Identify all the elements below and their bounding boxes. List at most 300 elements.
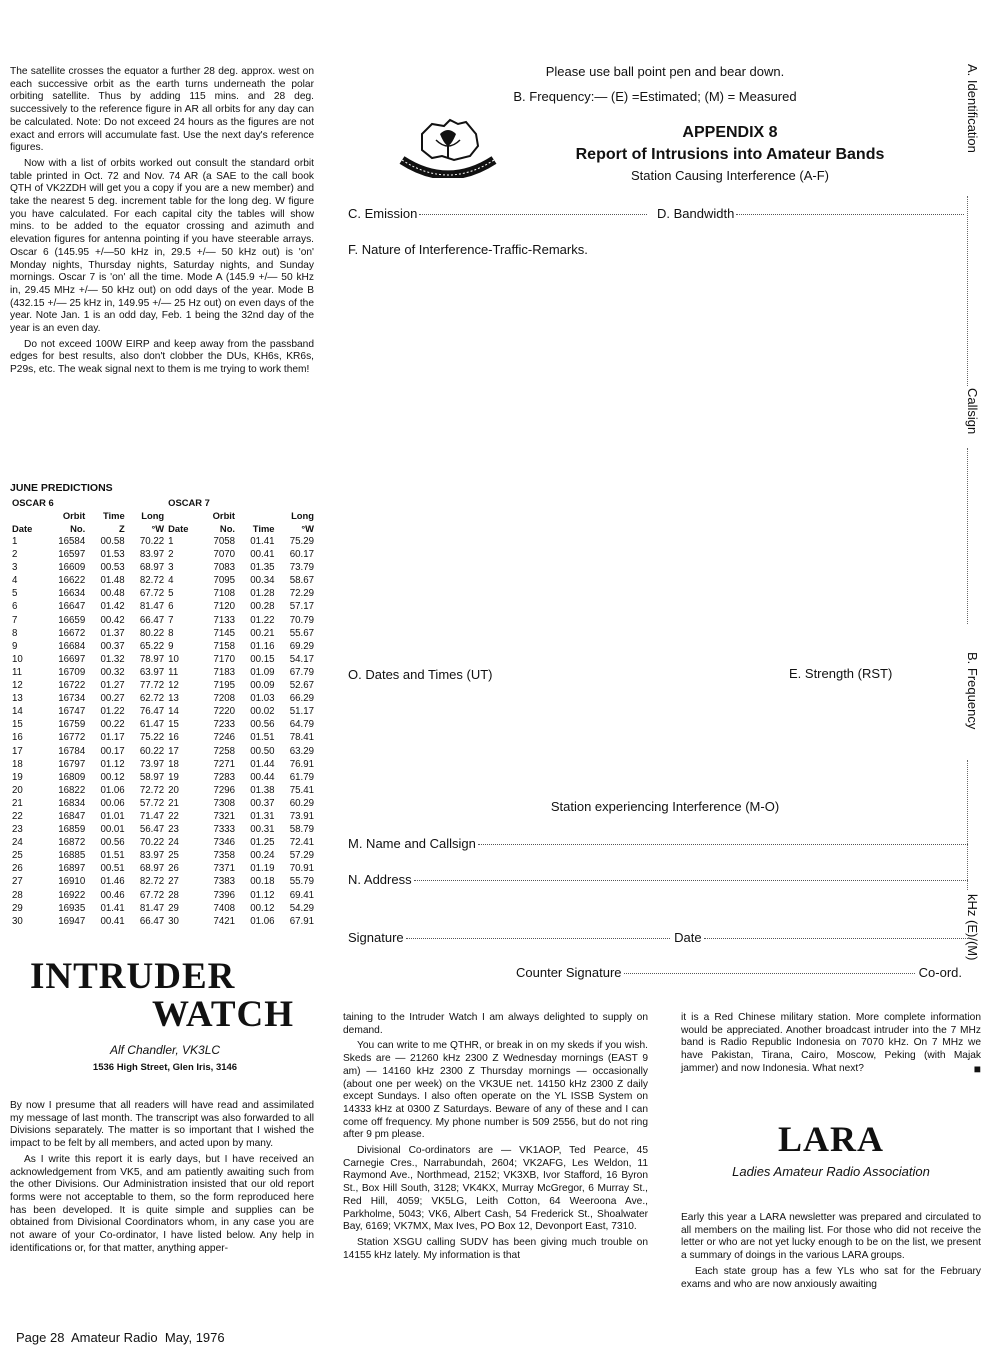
table-cell: 81.47 (139, 902, 165, 914)
table-cell: 8 (168, 627, 174, 639)
table-cell: 11 (12, 666, 23, 678)
table-cell: 16672 (58, 627, 86, 639)
table-row (10, 640, 316, 653)
table-cell: 30 (168, 915, 179, 927)
table-cell: 00.21 (250, 627, 275, 639)
table-cell: 7 (12, 614, 18, 626)
table-cell: 10 (168, 653, 179, 665)
dates-label: O. Dates and Times (UT) (348, 667, 493, 682)
table-cell: 4 (168, 575, 174, 587)
table-cell: 75.29 (289, 536, 314, 547)
table-row (10, 810, 316, 823)
table-cell: 7133 (213, 614, 236, 626)
table-cell: 69.29 (289, 640, 314, 652)
table-cell: 7070 (213, 549, 236, 561)
table-cell: 13 (168, 693, 179, 705)
table-cell: 00.37 (250, 797, 275, 809)
table-cell: 58.67 (289, 575, 314, 587)
table-cell: 67.72 (139, 889, 165, 901)
form-subtitle: Station Causing Interference (A-F) (631, 168, 829, 183)
counter-signature-field[interactable] (624, 972, 915, 974)
date-label: Date (674, 930, 702, 945)
table-cell: 7396 (213, 889, 236, 901)
table-cell: 7258 (213, 745, 236, 757)
table-cell: 00.17 (100, 745, 125, 757)
table-cell: 16910 (58, 876, 86, 888)
table-row (10, 902, 316, 915)
table-cell: 16935 (58, 902, 86, 914)
address-row (348, 872, 972, 887)
nature-label: F. Nature of Interference-Traffic-Remarks. (348, 242, 588, 257)
table-cell: 75.22 (139, 732, 165, 744)
table-row (10, 875, 316, 888)
table-cell: 25 (168, 850, 179, 862)
header-no: No. (70, 523, 86, 534)
table-row (10, 587, 316, 600)
form-instruction-1: Please use ball point pen and bear down. (545, 64, 785, 79)
table-cell: 00.51 (100, 863, 125, 875)
table-cell: 6 (168, 601, 174, 613)
table-row (10, 548, 316, 561)
table-cell: 00.44 (250, 771, 275, 783)
table-cell: 00.01 (100, 824, 125, 836)
table-cell: 16897 (58, 863, 86, 875)
form-instruction-2: B. Frequency:— (E) =Estimated; (M) = Measured (513, 89, 797, 104)
table-cell: 7220 (213, 706, 236, 718)
table-cell: 69.41 (289, 889, 314, 901)
header-long: Long (291, 510, 314, 521)
table-cell: 5 (12, 588, 18, 600)
table-cell: 00.48 (100, 588, 125, 600)
table-cell: 7195 (213, 680, 236, 692)
header-orbit: Orbit (212, 510, 236, 521)
table-cell: 76.91 (289, 758, 314, 770)
table-cell: 01.35 (250, 562, 275, 574)
table-cell: 22 (12, 810, 23, 822)
june-predictions (10, 482, 316, 928)
table-cell: 68.97 (139, 863, 165, 875)
paragraph: Now with a list of orbits worked out consult the standard orbit table printed in Oct. 72 and Nov. 74 AR (a SAE to the call book QTH of VK2ZDH will get you a copy if you are a new member) and take the nearest 5 deg. increment table for the long deg. W figure you have calculated. For each capital city the tables will show mins. to be added to the equator crossing and azimuth and elevation figures for antenna pointing if you have steerable arrays. Oscar 6 (145.95 +/—50 kHz in, 29.5 +/— 50 kHz out) is 'on' Monday nights, Thursday nights, Saturday nights, and Sunday mornings. Oscar 7 is 'on' all the time. Mode A (145.9 +/— 50 kHz in, 29.45 MHz +/— 50 kHz out) on odd days of the year. Mode B (432.15 +/— 25 kHz in, 149.95 +/— 25 Hz out) on even days of the year. Note Jan. 1 is an odd day, Feb. 1 being the 32nd day of the year is an even day. (10, 157, 314, 335)
table-cell: 17 (168, 745, 179, 757)
paragraph: Do not exceed 100W EIRP and keep away from the passband edges for best results, also don't clobber the DUs, KH6s, KR6s, P29s, etc. The weak signal next to them is me trying to work them! (10, 338, 314, 376)
table-cell: 78.41 (289, 732, 314, 744)
paragraph: As I write this report it is early days, but I have received an acknowledgement from VK5, and am patiently awaiting such from the other Divisions. Our Administration insisted that our old report forms were not acceptable to them, so the form reproduced here has been developed. It is quite simple and supplies can be obtained from Divisional Coordinators whom, in any case you are not aware of your Co-ordinator, I have listed below. Any help in identifications or, for that matter, anything apper- (10, 1153, 314, 1254)
table-row (10, 889, 316, 902)
header-w: °W (151, 523, 165, 534)
table-cell: 7321 (213, 810, 236, 822)
signature-row (348, 930, 972, 945)
table-cell: 9 (168, 640, 174, 652)
predictions-title: JUNE PREDICTIONS (10, 482, 113, 494)
paragraph: taining to the Intruder Watch I am always delighted to supply on demand. (343, 1012, 648, 1036)
side-frequency-label: B. Frequency (965, 652, 980, 730)
table-cell: 00.15 (250, 653, 275, 665)
table-cell: 1 (12, 536, 18, 547)
table-cell: 7383 (213, 876, 236, 888)
table-cell: 16922 (58, 889, 86, 901)
table-cell: 81.47 (139, 601, 165, 613)
header-date: Date (168, 523, 189, 534)
table-cell: 63.97 (139, 666, 165, 678)
header-time: Time (252, 523, 275, 534)
table-cell: 7058 (213, 536, 236, 547)
table-cell: 52.67 (289, 680, 314, 692)
table-cell: 01.12 (100, 758, 125, 770)
lara-subtitle: Ladies Amateur Radio Association (732, 1164, 930, 1179)
page-footer: Page 28 Amateur Radio May, 1976 (16, 1330, 225, 1345)
table-row (10, 797, 316, 810)
table-row (10, 915, 316, 928)
table-cell: 01.53 (100, 549, 125, 561)
paragraph: it is a Red Chinese military station. More complete information would be appreciated. Another broadcast intruder into the 7 MHz band is Radio Republic Indonesia on 7070 kHz. On 7 MHz we have Pakistan, Tirana, Cairo, Moscow, Peking (with Majak jammer) and now Indonesia. What next? (681, 1012, 981, 1074)
table-cell: 01.51 (250, 732, 275, 744)
table-cell: 00.32 (100, 666, 125, 678)
header-w: °W (301, 523, 314, 534)
side-khz-label: kHz (E)/(M) (965, 894, 980, 961)
table-cell: 66.29 (289, 693, 314, 705)
table-cell: 11 (168, 666, 179, 678)
table-cell: 7208 (213, 693, 236, 705)
table-cell: 78.97 (139, 653, 165, 665)
table-cell: 19 (168, 771, 179, 783)
table-cell: 01.06 (250, 915, 275, 927)
table-cell: 10 (12, 653, 23, 665)
table-cell: 16709 (58, 666, 86, 678)
table-cell: 7296 (213, 784, 236, 796)
table-cell: 19 (12, 771, 23, 783)
table-cell: 57.29 (289, 850, 314, 862)
table-cell: 73.91 (289, 810, 314, 822)
right-article (681, 1012, 981, 1079)
table-row (10, 823, 316, 836)
table-cell: 7333 (213, 824, 236, 836)
table-cell: 23 (12, 824, 23, 836)
table-cell: 7158 (213, 640, 236, 652)
table-cell: 16734 (58, 693, 86, 705)
paragraph: You can write to me QTHR, or break in on my skeds if you wish. Skeds are — 21260 kHz 2300 Z Wednesday mornings (EAST 9 am) — 14160 kHz 2300 Z Thursday mornings — occasionally (about one per week) on the VK3UE net. 14150 kHz 2300 Z daily except Sundays. I also often operate on the YL ISSB System on 14333 kHz at 0300 Z Saturdays. Beware of any of these and I can come off frequency. My phone number is 509 2556, but do not ring after 9 pm please. (343, 1040, 648, 1141)
table-cell: 55.67 (289, 627, 314, 639)
table-cell: 01.37 (100, 627, 125, 639)
table-row (10, 758, 316, 771)
table-cell: 54.17 (289, 653, 314, 665)
emission-row (348, 206, 968, 221)
table-cell: 01.41 (100, 902, 125, 914)
table-cell: 9 (12, 640, 18, 652)
paragraph: Divisional Co-ordinators are — VK1AOP, Ted Pearce, 45 Carnegie Cres., Narrabundah, 2604; VK2AFG, Les Weldon, 11 Raymond Ave., Northmead, 2152; VK3XB, Ivor Stafford, 16 Byron St., Box Hill South, 3128; VK4KX, Murray McGregor, 6 Murray St., Red Hill, 4059; VK5LG, Leith Cotton, 64 Weeroona Ave., Parkholme, 5043; VK6, Albert Cash, 54 Frederick St., Shoalwater Bay, 6169; VK7MX, Max Ives, PO Box 12, Devonport East, 7310. (343, 1145, 648, 1233)
table-cell: 77.72 (139, 680, 165, 692)
table-cell: 27 (12, 876, 23, 888)
coord-label: Co-ord. (918, 965, 962, 980)
table-cell: 00.28 (250, 601, 275, 613)
table-cell: 00.58 (100, 536, 125, 547)
table-cell: 00.27 (100, 693, 125, 705)
table-cell: 63.29 (289, 745, 314, 757)
table-cell: 1 (168, 536, 174, 547)
table-row (10, 614, 316, 627)
table-cell: 67.91 (289, 915, 314, 927)
table-cell: 00.37 (100, 640, 125, 652)
table-cell: 16772 (58, 732, 86, 744)
table-cell: 72.29 (289, 588, 314, 600)
table-cell: 22 (168, 810, 179, 822)
table-cell: 65.22 (139, 640, 165, 652)
table-cell: 00.18 (250, 876, 275, 888)
table-cell: 7083 (213, 562, 236, 574)
table-cell: 62.72 (139, 693, 165, 705)
table-cell: 00.56 (100, 837, 125, 849)
intruder-address: 1536 High Street, Glen Iris, 3146 (92, 1062, 238, 1073)
table-cell: 12 (12, 680, 23, 692)
table-row (10, 574, 316, 587)
table-cell: 67.72 (139, 588, 165, 600)
name-row (348, 836, 972, 851)
strength-label: E. Strength (RST) (789, 666, 893, 681)
table-cell: 01.17 (100, 732, 125, 744)
table-cell: 01.01 (100, 810, 125, 822)
header-date: Date (12, 523, 33, 534)
appendix-heading: APPENDIX 8 (682, 124, 778, 141)
table-cell: 55.79 (289, 876, 314, 888)
left-article (10, 66, 314, 380)
table-cell: 24 (168, 837, 179, 849)
signature-label: Signature (348, 930, 404, 945)
paragraph: Station XSGU calling SUDV has been giving much trouble on 14155 kHz lately. My information is that (343, 1236, 648, 1261)
table-cell: 56.47 (139, 824, 165, 836)
table-cell: 00.41 (100, 915, 125, 927)
callsign-field[interactable] (967, 448, 968, 624)
table-row (10, 784, 316, 797)
table-cell: 16584 (58, 536, 86, 547)
table-cell: 67.79 (289, 666, 314, 678)
table-cell: 16622 (58, 575, 86, 587)
date-field[interactable] (704, 937, 968, 939)
table-cell: 7233 (213, 719, 236, 731)
table-row (10, 705, 316, 718)
table-cell: 30 (12, 915, 23, 927)
table-cell: 01.31 (250, 810, 275, 822)
table-cell: 70.91 (289, 863, 314, 875)
table-cell: 20 (12, 784, 23, 796)
table-cell: 7095 (213, 575, 236, 587)
table-cell: 15 (168, 719, 179, 731)
table-cell: 18 (168, 758, 179, 770)
nature-field[interactable] (348, 262, 948, 652)
table-cell: 61.47 (139, 719, 165, 731)
table-cell: 21 (12, 797, 23, 809)
table-cell: 57.72 (139, 797, 165, 809)
table-cell: 7271 (213, 758, 236, 770)
table-cell: 16 (168, 732, 179, 744)
header-orbit: Orbit (62, 510, 86, 521)
table-cell: 66.47 (139, 614, 165, 626)
wia-logo-emblem (392, 112, 504, 178)
table-cell: 2 (12, 549, 18, 561)
table-cell: 14 (12, 706, 23, 718)
header-z: Z (118, 523, 125, 534)
oscar7-label: OSCAR 7 (168, 497, 210, 508)
table-row (10, 718, 316, 731)
table-cell: 70.22 (139, 837, 165, 849)
table-cell: 01.22 (100, 706, 125, 718)
table-cell: 25 (12, 850, 23, 862)
table-cell: 7246 (213, 732, 236, 744)
table-row (10, 600, 316, 613)
table-cell: 00.22 (100, 719, 125, 731)
counter-row (516, 965, 962, 980)
table-cell: 7170 (213, 653, 236, 665)
table-row (10, 561, 316, 574)
table-cell: 29 (168, 902, 179, 914)
table-cell: 4 (12, 575, 18, 587)
table-cell: 00.53 (100, 562, 125, 574)
table-cell: 83.97 (139, 850, 165, 862)
table-cell: 7371 (213, 863, 236, 875)
header-long: Long (141, 510, 165, 521)
bandwidth-label: D. Bandwidth (657, 206, 735, 221)
table-cell: 13 (12, 693, 23, 705)
table-cell: 23 (168, 824, 179, 836)
table-row (10, 849, 316, 862)
table-cell: 01.12 (250, 889, 275, 901)
address-label: N. Address (348, 872, 412, 887)
name-field[interactable] (478, 843, 968, 845)
table-cell: 7 (168, 614, 174, 626)
table-cell: 26 (12, 863, 23, 875)
table-cell: 6 (12, 601, 18, 613)
table-cell: 7108 (213, 588, 236, 600)
paragraph: By now I presume that all readers will have read and assimilated my message of last month. The transcript was also forwarded to all Divisions separately. The matter is so important that I wished the impact to be felt by all members, and acted upon by many. (10, 1100, 314, 1150)
table-cell: 16885 (58, 850, 86, 862)
table-cell: 00.34 (250, 575, 275, 587)
table-cell: 7421 (213, 915, 236, 927)
table-cell: 01.22 (250, 614, 275, 626)
wia-logo (392, 112, 504, 178)
table-cell: 3 (168, 562, 174, 574)
table-cell: 18 (12, 758, 23, 770)
table-cell: 00.12 (100, 771, 125, 783)
table-cell: 00.41 (250, 549, 275, 561)
intruder-title-line1: INTRUDER (30, 956, 236, 997)
table-row (10, 745, 316, 758)
table-cell: 72.41 (289, 837, 314, 849)
table-cell: 15 (12, 719, 23, 731)
table-cell: 16947 (58, 915, 86, 927)
table-cell: 82.72 (139, 575, 165, 587)
paragraph: The satellite crosses the equator a further 28 deg. approx. west on each successive orbit as the earth turns underneath the polar orbiting satellite. Thus by adding 115 mins. and 28 deg. successively to the reference figure in AR all orbits for any day can be calculated. Note: Do not exceed 24 hours as the figures are not exact and errors will accumulate fast. Use the next day's reference figures. (10, 66, 314, 154)
table-cell: 73.97 (139, 758, 165, 770)
emission-field[interactable] (419, 213, 647, 215)
table-cell: 01.32 (100, 653, 125, 665)
table-cell: 16697 (58, 653, 86, 665)
table-cell: 21 (168, 797, 179, 809)
table-cell: 75.41 (289, 784, 314, 796)
table-cell: 00.24 (250, 850, 275, 862)
experiencing-heading: Station experiencing Interference (M-O) (550, 799, 780, 814)
emission-label: C. Emission (348, 206, 418, 221)
table-cell: 66.47 (139, 915, 165, 927)
name-label: M. Name and Callsign (348, 836, 476, 851)
table-cell: 7358 (213, 850, 236, 862)
table-cell: 7408 (213, 902, 236, 914)
table-row (10, 653, 316, 666)
table-cell: 7283 (213, 771, 236, 783)
bandwidth-field[interactable] (736, 213, 964, 215)
table-cell: 01.16 (250, 640, 275, 652)
frequency-field[interactable] (967, 760, 968, 890)
table-cell: 5 (168, 588, 174, 600)
table-cell: 28 (12, 889, 23, 901)
paragraph: Each state group has a few YLs who sat for the February exams and who are now anxiously awaiting (681, 1265, 981, 1290)
table-cell: 76.47 (139, 706, 165, 718)
address-field[interactable] (414, 879, 968, 881)
table-cell: 16634 (58, 588, 86, 600)
table-row (10, 836, 316, 849)
table-cell: 01.06 (100, 784, 125, 796)
identification-field[interactable] (967, 196, 968, 386)
table-cell: 7346 (213, 837, 236, 849)
table-cell: 00.06 (100, 797, 125, 809)
table-cell: 01.51 (100, 850, 125, 862)
table-cell: 16 (12, 732, 23, 744)
intruder-article (10, 1100, 314, 1258)
table-row (10, 692, 316, 705)
intruder-title-line2: WATCH (152, 994, 295, 1035)
table-cell: 01.19 (250, 863, 275, 875)
table-cell: 00.50 (250, 745, 275, 757)
table-cell: 57.17 (289, 601, 314, 613)
table-cell: 58.79 (289, 824, 314, 836)
table-cell: 01.09 (250, 666, 275, 678)
table-cell: 7145 (213, 627, 236, 639)
table-cell: 01.03 (250, 693, 275, 705)
table-cell: 17 (12, 745, 23, 757)
table-cell: 60.17 (289, 549, 314, 561)
table-cell: 12 (168, 680, 179, 692)
oscar6-label: OSCAR 6 (12, 497, 54, 508)
table-row (10, 679, 316, 692)
table-cell: 16859 (58, 824, 86, 836)
table-cell: 16822 (58, 784, 86, 796)
table-cell: 01.25 (250, 837, 275, 849)
table-cell: 58.97 (139, 771, 165, 783)
form-title: Report of Intrusions into Amateur Bands (575, 146, 885, 163)
table-cell: 16847 (58, 810, 86, 822)
table-cell: 16597 (58, 549, 86, 561)
table-row (10, 627, 316, 640)
table-row (10, 731, 316, 744)
table-cell: 01.28 (250, 588, 275, 600)
signature-field[interactable] (406, 937, 670, 939)
table-cell: 14 (168, 706, 179, 718)
side-identification-label: A. Identification (965, 64, 980, 153)
table-cell: 54.29 (289, 902, 314, 914)
table-cell: 7183 (213, 666, 236, 678)
table-cell: 01.41 (250, 536, 275, 547)
table-cell: 73.79 (289, 562, 314, 574)
table-cell: 80.22 (139, 627, 165, 639)
table-cell: 01.27 (100, 680, 125, 692)
table-cell: 01.46 (100, 876, 125, 888)
table-cell: 64.79 (289, 719, 314, 731)
table-cell: 16722 (58, 680, 86, 692)
table-cell: 00.42 (100, 614, 125, 626)
table-cell: 29 (12, 902, 23, 914)
lara-title: LARA (777, 1119, 884, 1159)
table-cell: 60.29 (289, 797, 314, 809)
table-row (10, 862, 316, 875)
table-cell: 00.56 (250, 719, 275, 731)
table-cell: 16747 (58, 706, 86, 718)
